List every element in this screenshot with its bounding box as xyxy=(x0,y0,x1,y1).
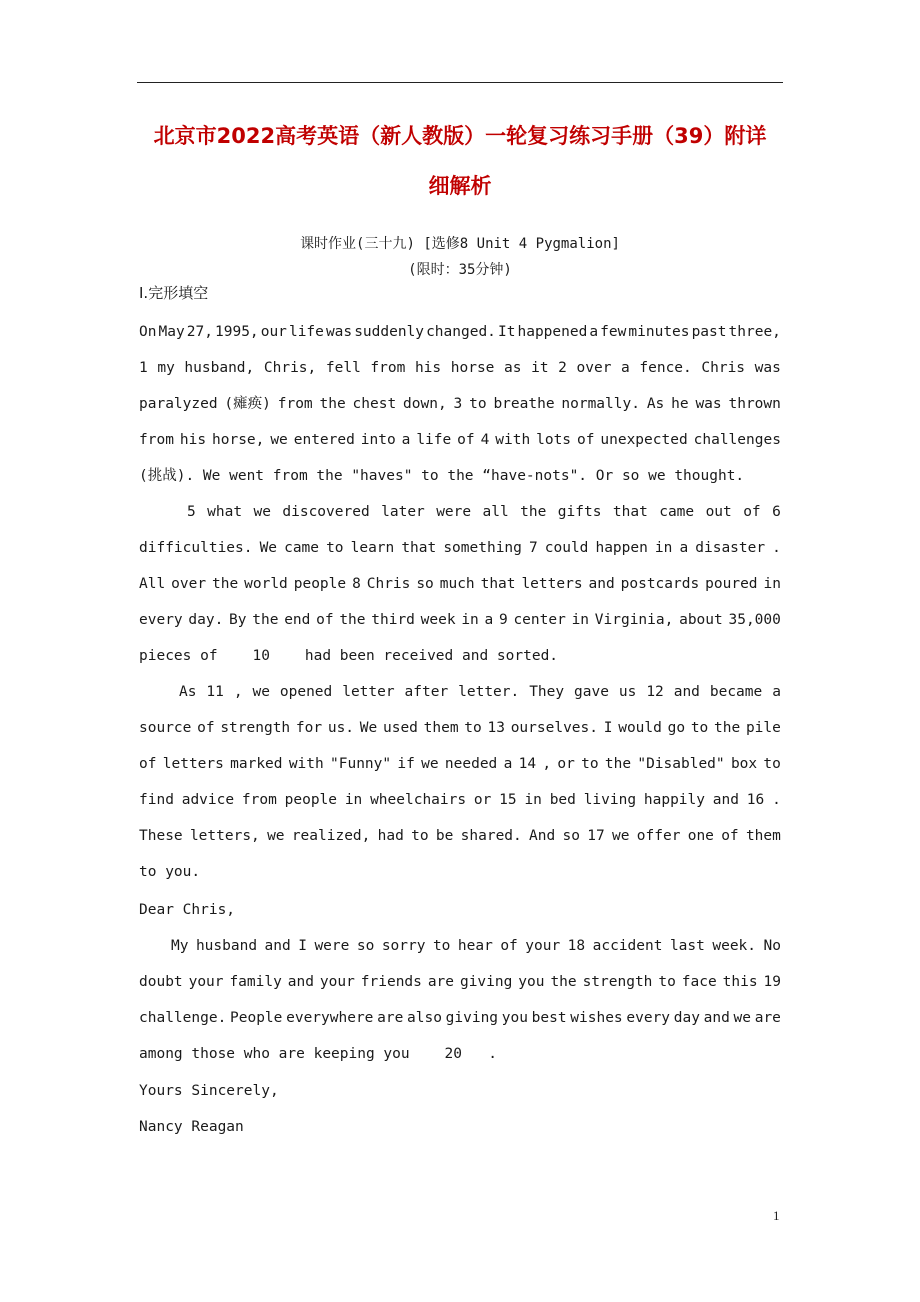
passage-line: challenge. People everywhere are also giving you best wishes every day and we are xyxy=(139,1010,781,1026)
passage-line: every day. By the end of the third week in a 9 center in Virginia, about 35,000 xyxy=(139,612,781,628)
passage-line: source of strength for us. We used them to 13 ourselves. I would go to the pile xyxy=(139,720,781,736)
lesson-subtitle: 课时作业(三十九) [选修8 Unit 4 Pygmalion] xyxy=(300,236,620,252)
passage-line: find advice from people in wheelchairs or 15 in bed living happily and 16 . xyxy=(139,792,781,808)
passage-line: (挑战). We went from the "haves" to the “have-nots". Or so we thought. xyxy=(139,468,745,484)
passage-line: of letters marked with "Funny" if we needed a 14 , or to the "Disabled" box to xyxy=(139,756,781,772)
section-heading: Ⅰ.完形填空 xyxy=(139,284,209,302)
passage-line: 5 what we discovered later were all the gifts that came out of 6 xyxy=(187,504,781,520)
passage-line: doubt your family and your friends are giving you the strength to face this 19 xyxy=(139,974,781,990)
page-number: 1 xyxy=(773,1208,780,1223)
passage-line: Yours Sincerely, xyxy=(139,1083,279,1099)
passage-line: My husband and I were so sorry to hear of your 18 accident last week. No xyxy=(171,938,781,954)
passage-line: from his horse, we entered into a life of 4 with lots of unexpected challenges xyxy=(139,432,781,448)
passage-line: 1 my husband, Chris, fell from his horse as it 2 over a fence. Chris was xyxy=(139,360,781,376)
passage-line: difficulties. We came to learn that something 7 could happen in a disaster . xyxy=(139,540,781,556)
document-title-line-1: 北京市2022高考英语（新人教版）一轮复习练习手册（39）附详 xyxy=(153,124,767,148)
header-rule xyxy=(137,82,783,83)
passage-line: On May 27, 1995, our life was suddenly changed. It happened a few minutes past three, xyxy=(139,324,781,340)
passage-line: among those who are keeping you 20 . xyxy=(139,1046,497,1062)
passage-line: paralyzed (瘫痪) from the chest down, 3 to breathe normally. As he was thrown xyxy=(139,396,781,412)
passage-line: pieces of 10 had been received and sorted. xyxy=(139,648,559,664)
time-limit: (限时：35分钟) xyxy=(408,262,512,278)
passage-line: to you. xyxy=(139,864,201,880)
passage-line: These letters, we realized, had to be shared. And so 17 we offer one of them xyxy=(139,828,781,844)
passage-line: All over the world people 8 Chris so much that letters and postcards poured in xyxy=(139,576,781,592)
passage-line: As 11 , we opened letter after letter. They gave us 12 and became a xyxy=(179,684,781,700)
passage-line: Nancy Reagan xyxy=(139,1119,244,1135)
passage-line: Dear Chris, xyxy=(139,902,236,918)
document-title-line-2: 细解析 xyxy=(428,174,492,198)
